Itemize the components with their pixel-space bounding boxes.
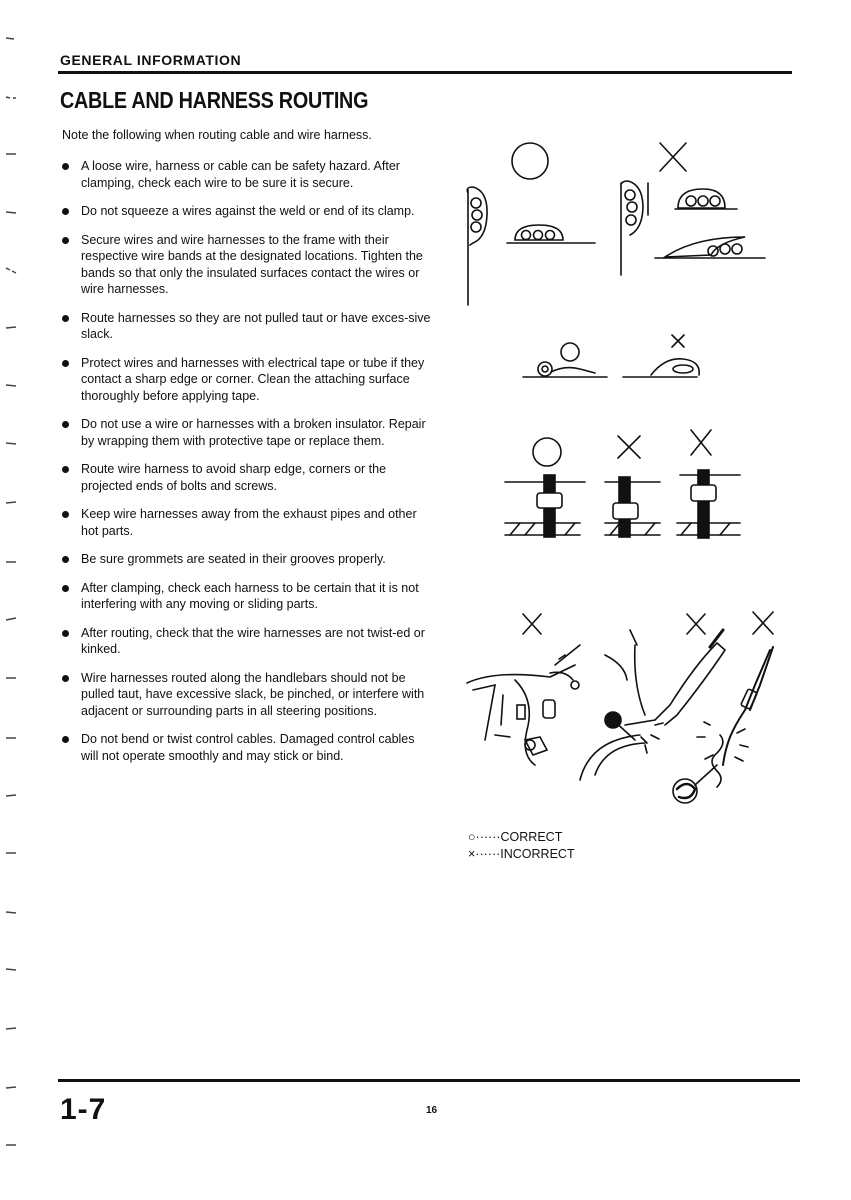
harness-interference-figure	[467, 612, 773, 803]
list-item: Protect wires and harnesses with electrical tape or tube if they contact a sharp edge or corner. Clean the attaching surface thoroughly before applying tape.	[62, 355, 434, 405]
incorrect-mark-icon	[618, 436, 640, 458]
page-number: 1-7	[60, 1093, 107, 1126]
intro-text: Note the following when routing cable and wire harness.	[62, 128, 372, 142]
incorrect-mark-icon	[523, 614, 541, 634]
routing-guidelines-list	[62, 158, 434, 776]
legend-incorrect: ×······INCORRECT	[468, 847, 575, 861]
binding-margin-marks	[0, 0, 24, 1200]
wire-band-figure	[505, 430, 740, 538]
list-item: After routing, check that the wire harnesses are not twist-ed or kinked.	[62, 625, 434, 658]
list-item: Do not bend or twist control cables. Damaged control cables will not operate smoothly and may stick or bind.	[62, 731, 434, 764]
list-item: A loose wire, harness or cable can be safety hazard. After clamping, check each wire to be sure it is secure.	[62, 158, 434, 191]
routing-illustrations	[455, 125, 785, 825]
section-label: GENERAL INFORMATION	[60, 52, 242, 68]
list-item: Be sure grommets are seated in their grooves properly.	[62, 551, 434, 568]
header-rule	[58, 71, 792, 74]
list-item: Route harnesses so they are not pulled taut or have exces-sive slack.	[62, 310, 434, 343]
incorrect-mark-icon	[687, 614, 705, 634]
correct-mark-icon	[561, 343, 579, 361]
list-item: After clamping, check each harness to be certain that it is not interfering with any moving or sliding parts.	[62, 580, 434, 613]
incorrect-mark-icon	[691, 430, 711, 455]
incorrect-mark-icon	[660, 143, 686, 171]
legend-correct: ○······CORRECT	[468, 830, 563, 844]
folio-number: 16	[426, 1105, 438, 1116]
incorrect-mark-icon	[672, 335, 684, 347]
incorrect-mark-icon	[753, 612, 773, 634]
correct-mark-icon	[533, 438, 561, 466]
list-item: Keep wire harnesses away from the exhaust pipes and other hot parts.	[62, 506, 434, 539]
page-title: CABLE AND HARNESS ROUTING	[60, 87, 369, 113]
grommet-figure	[523, 335, 699, 377]
list-item: Do not use a wire or harnesses with a broken insulator. Repair by wrapping them with protective tape or replace them.	[62, 416, 434, 449]
legend	[468, 829, 575, 863]
clamp-figure	[467, 143, 765, 305]
list-item: Do not squeeze a wires against the weld or end of its clamp.	[62, 203, 434, 220]
list-item: Secure wires and wire harnesses to the frame with their respective wire bands at the designated locations. Tighten the bands so that only the insulated surfaces contact the wires or wire harnesses.	[62, 232, 434, 298]
list-item: Wire harnesses routed along the handlebars should not be pulled taut, have excessive slack, be pinched, or interfere with adjacent or surrounding parts in all steering positions.	[62, 670, 434, 720]
footer-rule	[58, 1079, 800, 1082]
list-item: Route wire harness to avoid sharp edge, corners or the projected ends of bolts and screws.	[62, 461, 434, 494]
correct-mark-icon	[512, 143, 548, 179]
